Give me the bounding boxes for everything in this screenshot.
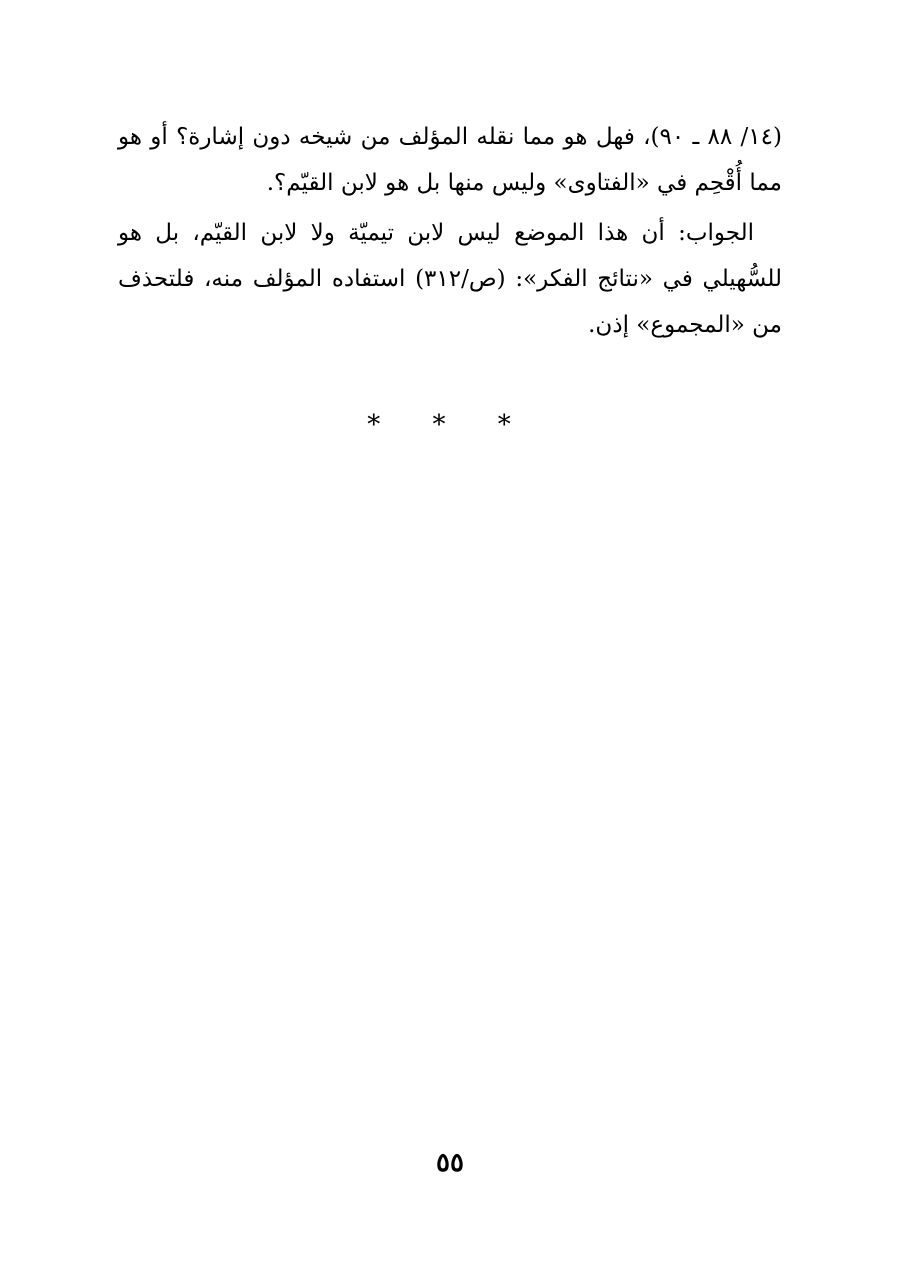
- section-divider: * * *: [367, 410, 533, 440]
- page-number: ٥٥: [436, 1148, 464, 1178]
- body-paragraph-answer: الجواب: أن هذا الموضع ليس لابن تيميّة ولا لابن القيّم، بل هو للسُّهيلي في «نتائج الفكر»: (ص/٣١٢) استفاده المؤلف منه، فلتحذف من «المجموع» إذن.: [118, 220, 782, 338]
- body-paragraph-question: (١٤/ ٨٨ ـ ٩٠)، فهل هو مما نقله المؤلف من شيخه دون إشارة؟ أو هو مما أُقْحِم في «الفتاوى» وليس منها بل هو لابن القيّم؟.: [118, 124, 782, 196]
